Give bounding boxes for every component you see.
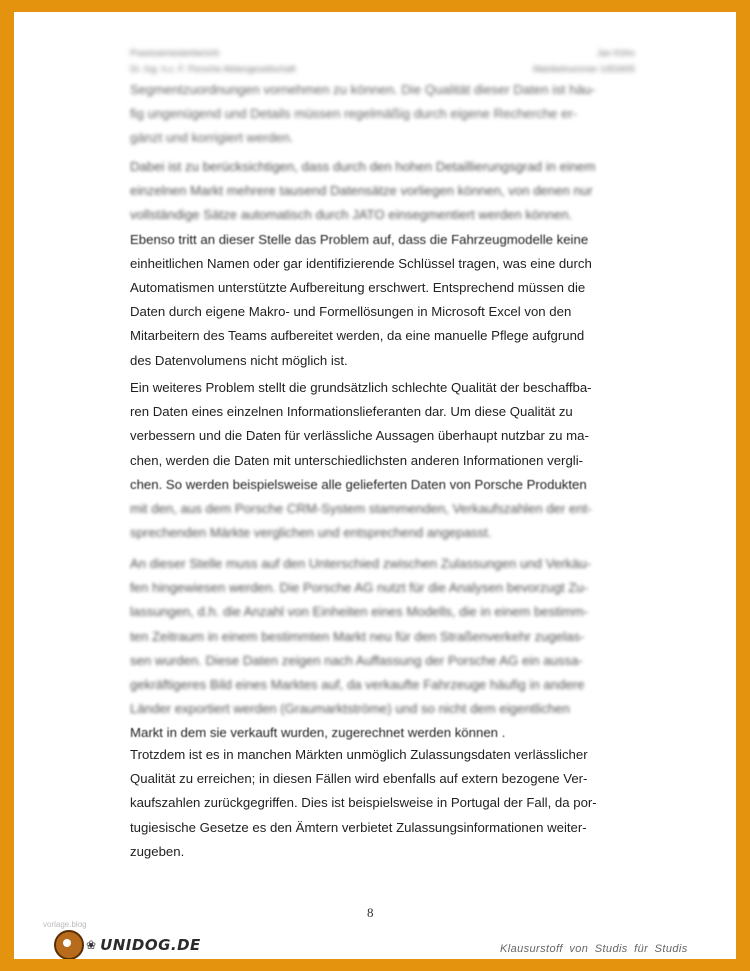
- text-line: Trotzdem ist es in manchen Märkten unmöglich Zulassungsdaten verlässlicher: [130, 747, 588, 762]
- text-line: Länder exportiert werden (Graumarktströme) und so nicht dem eigentlichen: [130, 701, 570, 717]
- footer-tagline: Klausurstoff von Studis für Studis: [500, 943, 688, 955]
- text-line: Automatismen unterstützte Aufbereitung erschwert. Entsprechend müssen die: [130, 280, 586, 296]
- text-line: fig ungenügend und Details müssen regelmäßig durch eigene Recherche er-: [130, 106, 578, 122]
- text-line: Daten durch eigene Makro- und Formellösungen in Microsoft Excel von den: [130, 304, 572, 320]
- page-number: 8: [367, 905, 374, 920]
- text-line: des Datenvolumens nicht möglich ist.: [130, 352, 348, 368]
- page-header: [130, 42, 635, 80]
- text-line: Dabei ist zu berücksichtigen, dass durch den hohen Detaillierungsgrad in einem: [130, 159, 596, 174]
- header-right-line1: Jan Köhn: [596, 48, 635, 58]
- watermark-text: vorlage.blog: [43, 920, 87, 929]
- text-line: fen hingewiesen werden. Die Porsche AG nutzt für die Analysen bevorzugt Zu-: [130, 580, 589, 596]
- text-line: ten Zeitraum in einem bestimmten Markt neu für den Straßenverkehr zugelas-: [130, 628, 585, 644]
- text-line: vollständige Sätze automatisch durch JATO einsegmentiert werden können.: [130, 207, 573, 223]
- text-line: sen wurden. Diese Daten zeigen nach Auffassung der Porsche AG ein aussa-: [130, 652, 583, 668]
- text-line: einzelnen Markt mehrere tausend Datensätze vorliegen können, von denen nur: [130, 183, 593, 199]
- text-line: gänzt und korrigiert werden.: [130, 130, 294, 146]
- text-line: einheitlichen Namen oder gar identifizierende Schlüssel tragen, was eine durch: [130, 255, 592, 271]
- text-line: An dieser Stelle muss auf den Unterschied zwischen Zulassungen und Verkäu-: [130, 556, 592, 571]
- text-line: mit den, aus dem Porsche CRM-System stammenden, Verkaufszahlen der ent-: [130, 501, 592, 517]
- logo-text: UNIDOG.DE: [100, 936, 201, 954]
- paw-icon: ❀: [86, 938, 97, 952]
- text-line: Mitarbeitern des Teams aufbereitet werden, da eine manuelle Pflege aufgrund: [130, 328, 585, 344]
- text-line: chen. So werden beispielsweise alle gelieferten Daten von Porsche Produkten: [130, 476, 587, 492]
- text-line: kaufszahlen zurückgegriffen. Dies ist beispielsweise in Portugal der Fall, da por-: [130, 795, 597, 811]
- text-line: Ein weiteres Problem stellt die grundsätzlich schlechte Qualität der beschaffba-: [130, 380, 592, 395]
- header-right-line2: Matrikelnummer 1453405: [532, 64, 635, 74]
- header-left-line2: Dr. Ing. h.c. F. Porsche Aktiengesellschaft: [130, 64, 296, 74]
- paragraph-1: [130, 78, 635, 151]
- text-line: ren Daten eines einzelnen Informationslieferanten dar. Um diese Qualität zu: [130, 404, 573, 420]
- paragraph-3: [130, 376, 635, 545]
- paragraph-5: [130, 743, 635, 864]
- text-line: lassungen, d.h. die Anzahl von Einheiten eines Modells, die in einem bestimm-: [130, 604, 589, 620]
- text-line: Qualität zu erreichen; in diesen Fällen wird ebenfalls auf extern bezogene Ver-: [130, 771, 588, 787]
- unidog-logo[interactable]: [54, 930, 201, 959]
- text-line: gekräftigeres Bild eines Marktes auf, da verkaufte Fahrzeuge häufig in andere: [130, 677, 585, 693]
- dog-icon: [54, 930, 84, 959]
- header-left-line1: Praxissemesterbericht: [130, 48, 220, 58]
- text-line: Ebenso tritt an dieser Stelle das Problem auf, dass die Fahrzeugmodelle keine: [130, 231, 589, 247]
- text-line: Segmentzuordnungen vornehmen zu können. Die Qualität dieser Daten ist häu-: [130, 82, 596, 97]
- text-line: verbessern und die Daten für verlässliche Aussagen überhaupt nutzbar zu ma-: [130, 428, 589, 444]
- text-line: zugeben.: [130, 843, 185, 859]
- document-page: [14, 12, 736, 959]
- text-line: chen, werden die Daten mit unterschiedlichsten anderen Informationen vergli-: [130, 452, 584, 468]
- paragraph-2: [130, 155, 635, 373]
- text-line: Markt in dem sie verkauft wurden, zugerechnet werden können .: [130, 725, 506, 741]
- paragraph-4: [130, 552, 635, 746]
- text-line: tugiesische Gesetze es den Ämtern verbietet Zulassungsinformationen weiter-: [130, 819, 587, 835]
- text-line: sprechenden Märkte verglichen und entsprechend angepasst.: [130, 525, 492, 541]
